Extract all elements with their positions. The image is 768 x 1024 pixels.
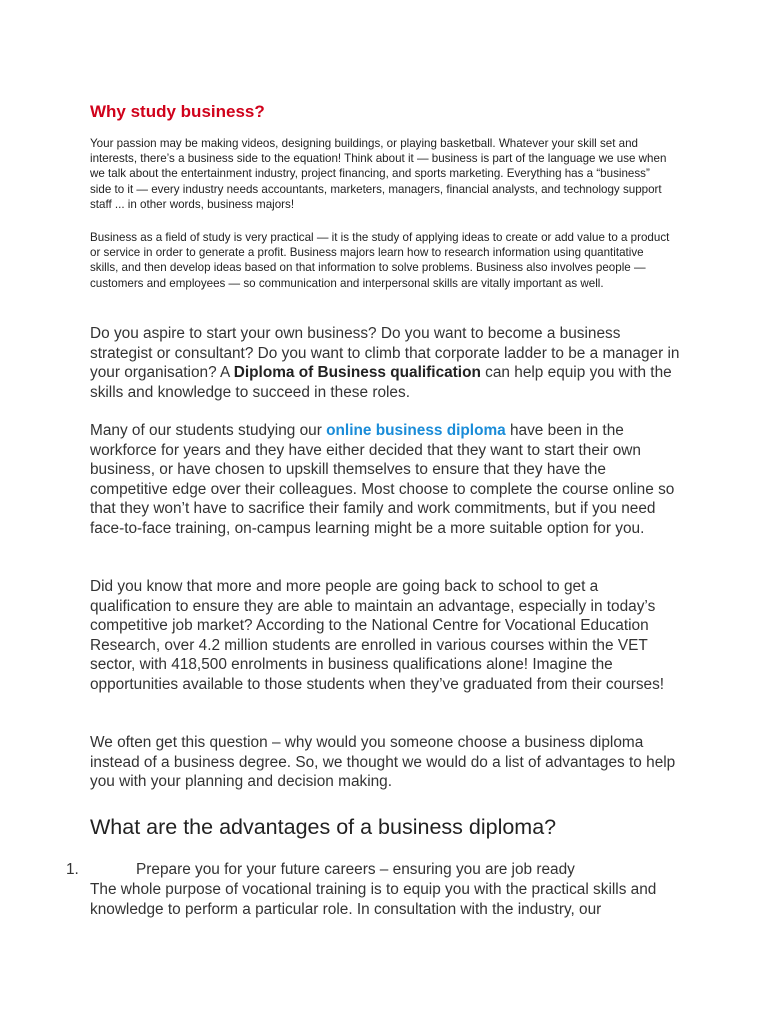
section-heading-why-study: Why study business? — [90, 102, 265, 121]
list-item-title: Prepare you for your future careers – ensuring you are job ready — [136, 861, 575, 878]
list-item-body: The whole purpose of vocational training is to equip you with the practical skills and knowledge to perform a particular role. In consultation with the industry, our — [90, 881, 657, 918]
students-text-end: have been in the workforce for years and they have either decided that they want to start their own business, or have chosen to upskill themselves to ensure that they have the competitive edge over their colleagues. Most choose to complete the course online so that they won’t have to sacrifice their family and work commitments, but if you need face-to-face training, on-campus learning might be a more suitable option for you. — [90, 422, 675, 537]
students-paragraph — [90, 421, 680, 538]
advantages-heading: What are the advantages of a business diploma? — [90, 815, 557, 839]
list-item-number: 1. — [66, 861, 79, 878]
aspire-text-end: can help equip you with the skills and knowledge to succeed in these roles. — [90, 364, 672, 401]
field-of-study-paragraph: Business as a field of study is very practical — it is the study of applying ideas to create or add value to a product or service in order to generate a profit. Business majors learn how to research information using quantitative skills, and then develop ideas based on that information to solve problems. Business also involves people — customers and employees — so communication and interpersonal skills are vitally important as well. — [90, 231, 670, 290]
aspire-text-start: Do you aspire to start your own business? Do you want to become a business strategist or consultant? Do you want to climb that corporate ladder to be a manager in your organisation? A — [90, 325, 680, 381]
statistics-paragraph: Did you know that more and more people are going back to school to get a qualification to ensure they are able to maintain an advantage, especially in today’s competitive job market? According to the National Centre for Vocational Education Research, over 4.2 million students are enrolled in various courses within the VET sector, with 418,500 enrolments in business qualifications alone! Imagine the opportunities available to those students when they’ve graduated from their courses! — [90, 578, 665, 693]
question-paragraph: We often get this question – why would you someone choose a business diploma instead of a business degree. So, we thought we would do a list of advantages to help you with your planning and decision making. — [90, 734, 676, 790]
diploma-qualification-bold: Diploma of Business qualification — [233, 364, 481, 381]
intro-paragraph: Your passion may be making videos, designing buildings, or playing basketball. Whatever your skill set and interests, there’s a business side to the equation! Think about it — business is part of the language we use when we talk about the entertainment industry, project financing, and sports marketing. Everything has a “business” side to it — every industry needs accountants, marketers, managers, financial analysts, and technology support staff ... in other words, business majors! — [90, 137, 667, 211]
students-text-start: Many of our students studying our — [90, 422, 327, 439]
online-business-diploma-link[interactable]: online business diploma — [326, 422, 506, 439]
aspire-paragraph — [90, 324, 680, 402]
